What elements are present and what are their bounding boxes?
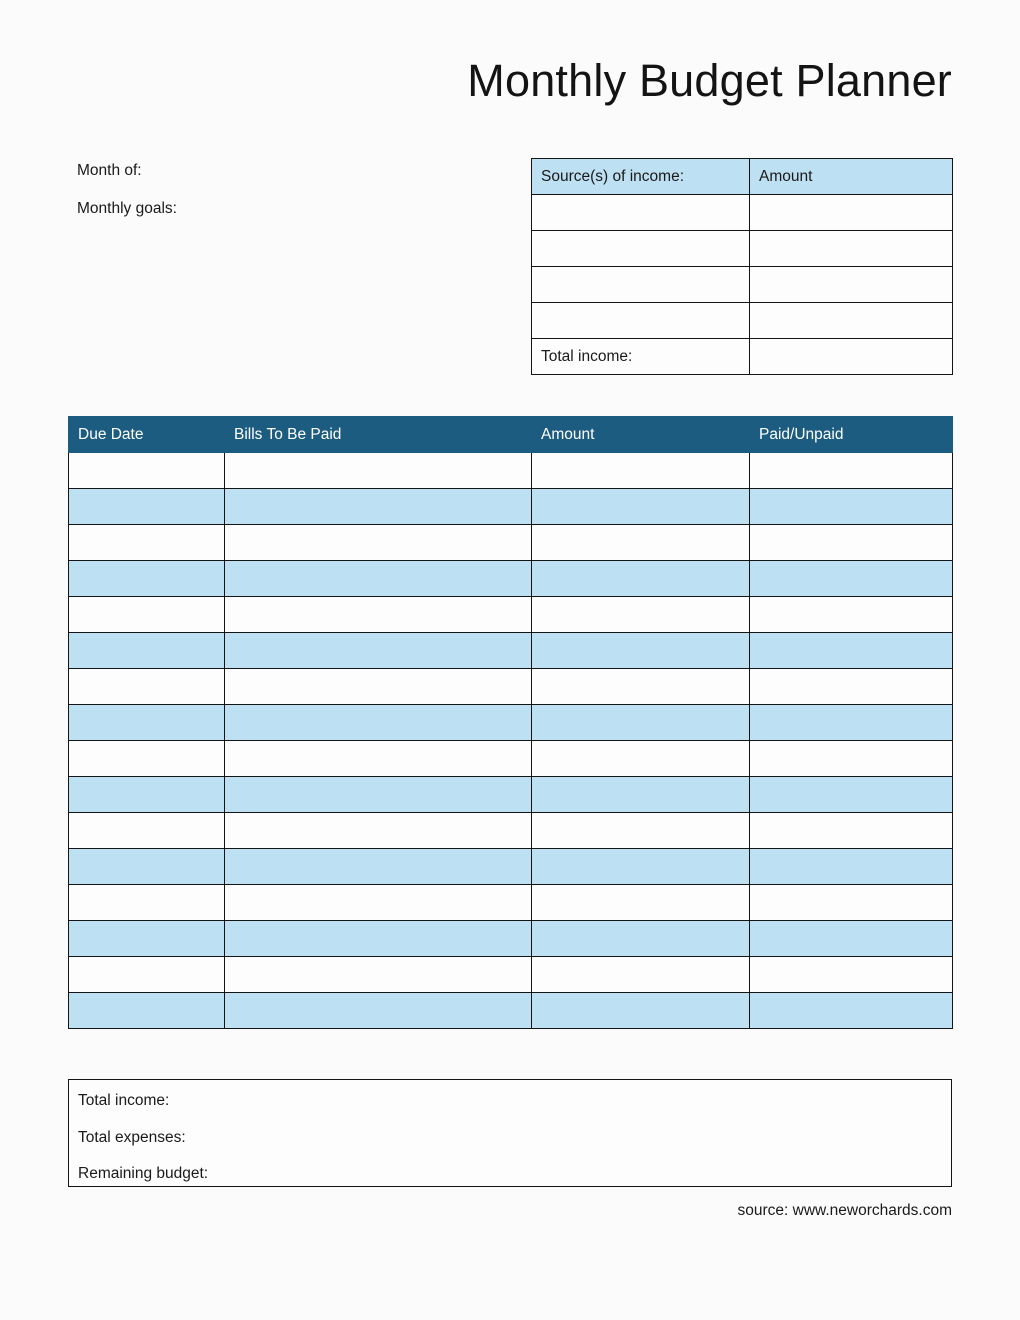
bill-name-cell[interactable] [225, 633, 532, 669]
bills-amount-header: Amount [532, 417, 750, 453]
bill-name-cell[interactable] [225, 885, 532, 921]
bill-name-cell[interactable] [225, 705, 532, 741]
bill-amount-cell[interactable] [532, 921, 750, 957]
income-row [532, 267, 953, 303]
due-date-cell[interactable] [69, 561, 225, 597]
paid-unpaid-cell[interactable] [750, 813, 953, 849]
bill-name-cell[interactable] [225, 921, 532, 957]
bill-name-cell[interactable] [225, 957, 532, 993]
paid-unpaid-cell[interactable] [750, 669, 953, 705]
due-date-cell[interactable] [69, 597, 225, 633]
bill-amount-cell[interactable] [532, 705, 750, 741]
table-row [69, 489, 953, 525]
bill-name-cell[interactable] [225, 849, 532, 885]
bill-amount-cell[interactable] [532, 813, 750, 849]
paid-unpaid-cell[interactable] [750, 849, 953, 885]
income-amount-header: Amount [750, 159, 953, 195]
bill-amount-cell[interactable] [532, 849, 750, 885]
bills-table-header-row [69, 417, 953, 453]
table-row [69, 525, 953, 561]
summary-total-expenses-label: Total expenses: [78, 1128, 186, 1146]
paid-unpaid-cell[interactable] [750, 597, 953, 633]
paid-unpaid-cell[interactable] [750, 453, 953, 489]
table-row [69, 849, 953, 885]
bill-amount-cell[interactable] [532, 777, 750, 813]
bill-name-cell[interactable] [225, 777, 532, 813]
bill-name-cell[interactable] [225, 597, 532, 633]
summary-total-income-label: Total income: [78, 1092, 170, 1109]
income-table-body [532, 195, 953, 375]
due-date-header: Due Date [69, 417, 225, 453]
bill-amount-cell[interactable] [532, 957, 750, 993]
income-source-header: Source(s) of income: [532, 159, 750, 195]
paid-unpaid-cell[interactable] [750, 957, 953, 993]
bill-amount-cell[interactable] [532, 597, 750, 633]
income-row [532, 195, 953, 231]
paid-unpaid-cell[interactable] [750, 705, 953, 741]
income-total-row [532, 339, 953, 375]
due-date-cell[interactable] [69, 453, 225, 489]
paid-unpaid-cell[interactable] [750, 525, 953, 561]
bill-amount-cell[interactable] [532, 525, 750, 561]
paid-unpaid-cell[interactable] [750, 885, 953, 921]
summary-remaining-budget-label: Remaining budget: [78, 1165, 209, 1182]
income-row [532, 303, 953, 339]
table-row [69, 633, 953, 669]
table-row [69, 957, 953, 993]
income-row [532, 231, 953, 267]
paid-unpaid-header: Paid/Unpaid [750, 417, 953, 453]
bill-amount-cell[interactable] [532, 669, 750, 705]
paid-unpaid-cell[interactable] [750, 633, 953, 669]
bill-name-cell[interactable] [225, 489, 532, 525]
bill-name-cell[interactable] [225, 561, 532, 597]
due-date-cell[interactable] [69, 813, 225, 849]
paid-unpaid-cell[interactable] [750, 741, 953, 777]
table-row [69, 885, 953, 921]
bill-amount-cell[interactable] [532, 741, 750, 777]
bill-amount-cell[interactable] [532, 633, 750, 669]
summary-box [68, 1079, 952, 1187]
income-amount-cell[interactable] [750, 303, 953, 339]
bill-amount-cell[interactable] [532, 561, 750, 597]
bill-amount-cell[interactable] [532, 453, 750, 489]
due-date-cell[interactable] [69, 633, 225, 669]
bills-table [68, 416, 953, 1029]
bill-name-cell[interactable] [225, 453, 532, 489]
bill-name-cell[interactable] [225, 741, 532, 777]
bills-table-body [69, 453, 953, 1029]
due-date-cell[interactable] [69, 705, 225, 741]
paid-unpaid-cell[interactable] [750, 921, 953, 957]
paid-unpaid-cell[interactable] [750, 561, 953, 597]
paid-unpaid-cell[interactable] [750, 777, 953, 813]
table-row [69, 597, 953, 633]
bill-amount-cell[interactable] [532, 489, 750, 525]
bill-name-cell[interactable] [225, 669, 532, 705]
paid-unpaid-cell[interactable] [750, 489, 953, 525]
page-title: Monthly Budget Planner [467, 55, 952, 106]
due-date-cell[interactable] [69, 777, 225, 813]
table-row [69, 813, 953, 849]
income-table-header-row [532, 159, 953, 195]
income-source-cell[interactable] [532, 303, 750, 339]
table-row [69, 453, 953, 489]
due-date-cell[interactable] [69, 741, 225, 777]
month-of-label: Month of: [77, 162, 142, 179]
income-table [531, 158, 953, 375]
income-amount-cell[interactable] [750, 195, 953, 231]
income-source-cell[interactable] [532, 195, 750, 231]
paid-unpaid-cell[interactable] [750, 993, 953, 1029]
income-total-amount-cell[interactable] [750, 339, 953, 375]
income-source-cell[interactable] [532, 267, 750, 303]
table-row [69, 741, 953, 777]
source-attribution: source: www.neworchards.com [737, 1202, 952, 1219]
bills-to-be-paid-header: Bills To Be Paid [225, 417, 532, 453]
bill-name-cell[interactable] [225, 525, 532, 561]
due-date-cell[interactable] [69, 849, 225, 885]
table-row [69, 921, 953, 957]
table-row [69, 777, 953, 813]
due-date-cell[interactable] [69, 993, 225, 1029]
due-date-cell[interactable] [69, 957, 225, 993]
bill-amount-cell[interactable] [532, 885, 750, 921]
table-row [69, 993, 953, 1029]
table-row [69, 705, 953, 741]
due-date-cell[interactable] [69, 489, 225, 525]
bill-name-cell[interactable] [225, 993, 532, 1029]
table-row [69, 561, 953, 597]
bill-name-cell[interactable] [225, 813, 532, 849]
income-amount-cell[interactable] [750, 267, 953, 303]
due-date-cell[interactable] [69, 525, 225, 561]
bill-amount-cell[interactable] [532, 993, 750, 1029]
income-total-label: Total income: [532, 339, 750, 375]
left-label-block [77, 163, 477, 238]
income-amount-cell[interactable] [750, 231, 953, 267]
income-source-cell[interactable] [532, 231, 750, 267]
due-date-cell[interactable] [69, 921, 225, 957]
due-date-cell[interactable] [69, 885, 225, 921]
due-date-cell[interactable] [69, 669, 225, 705]
table-row [69, 669, 953, 705]
monthly-goals-label: Monthly goals: [77, 199, 177, 217]
